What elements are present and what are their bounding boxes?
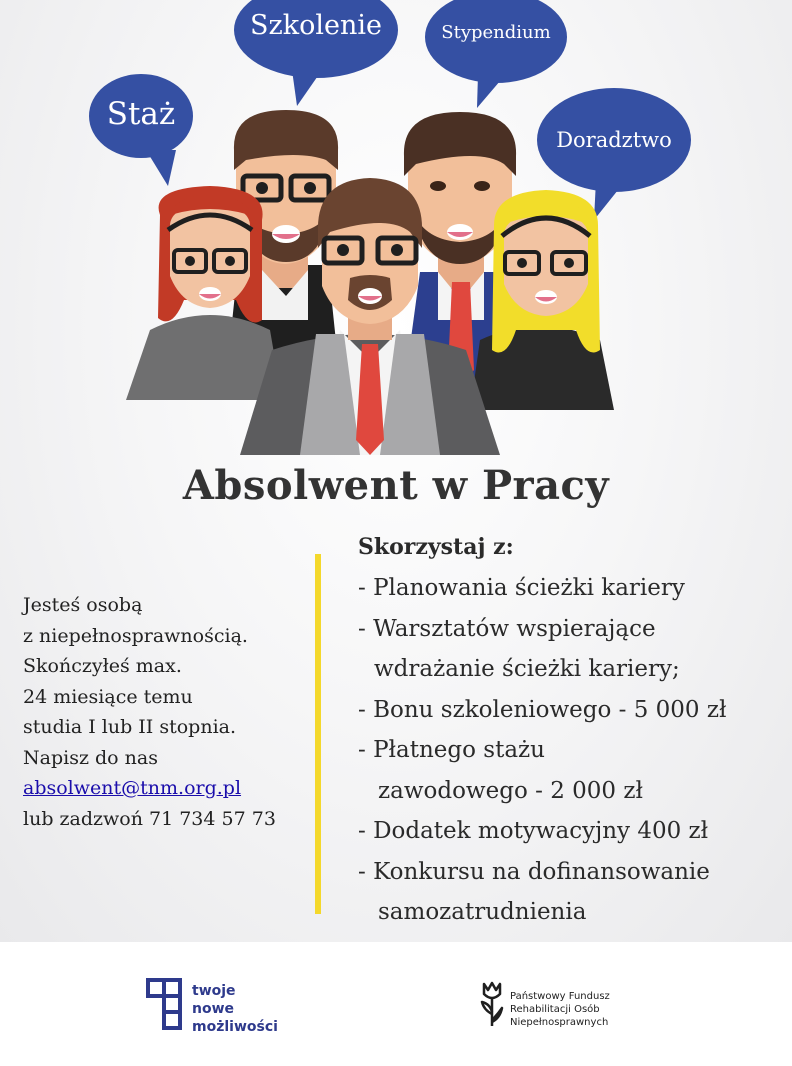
yellow-divider <box>315 554 321 914</box>
people-illustration <box>0 0 792 455</box>
bubble-szkolenie-label: Szkolenie <box>250 10 382 41</box>
pfron-logo <box>478 980 678 1036</box>
info-line: 24 miesiące temu <box>23 685 193 708</box>
info-line: z niepełnosprawnością. <box>23 624 248 647</box>
pfron-logo-line: Państwowy Fundusz <box>510 991 610 1002</box>
email-link[interactable]: absolwent@tnm.org.pl <box>23 777 242 799</box>
benefits-list <box>358 568 788 933</box>
page-title: Absolwent w Pracy <box>182 462 610 509</box>
info-line: Skończyłeś max. <box>23 655 182 677</box>
tnm-logo <box>146 978 296 1040</box>
list-item: - Planowania ścieżki kariery <box>358 575 685 601</box>
list-item: zawodowego - 2 000 zł <box>378 777 643 804</box>
info-line: Napisz do nas <box>23 746 158 769</box>
tulip-icon <box>478 980 506 1030</box>
pfron-logo-line: Niepełnosprawnych <box>510 1017 609 1028</box>
list-item: - Bonu szkoleniowego - 5 000 zł <box>358 696 727 723</box>
bubble-stypendium-label: Stypendium <box>441 22 551 43</box>
phone-line: lub zadzwoń 71 734 57 73 <box>23 807 276 830</box>
tnm-logo-word: możliwości <box>192 1019 278 1035</box>
tnm-logo-mark-icon <box>146 978 186 1034</box>
list-item: - Płatnego stażu <box>358 737 545 763</box>
list-item: samozatrudnienia <box>378 899 587 925</box>
info-line: studia I lub II stopnia. <box>23 716 237 738</box>
list-item: wdrażanie ścieżki kariery; <box>374 656 680 682</box>
bubble-staz-label: Staż <box>106 96 176 132</box>
list-item: - Dodatek motywacyjny 400 zł <box>358 818 709 844</box>
tnm-logo-word: nowe <box>192 1001 235 1017</box>
speech-bubble-stypendium <box>425 0 567 108</box>
list-item: - Konkursu na dofinansowanie <box>358 858 710 885</box>
info-line: Jesteś osobą <box>23 594 143 616</box>
benefits-heading: Skorzystaj z: <box>358 534 514 560</box>
list-item: - Warsztatów wspierające <box>358 615 656 642</box>
tnm-logo-word: twoje <box>192 983 236 999</box>
benefits-section <box>358 532 788 933</box>
eligibility-info <box>23 590 313 834</box>
person-left-woman <box>126 186 282 400</box>
pfron-logo-text <box>510 990 610 1029</box>
bubble-doradztwo-label: Doradztwo <box>556 128 672 152</box>
pfron-logo-line: Rehabilitacji Osób <box>510 1004 600 1015</box>
